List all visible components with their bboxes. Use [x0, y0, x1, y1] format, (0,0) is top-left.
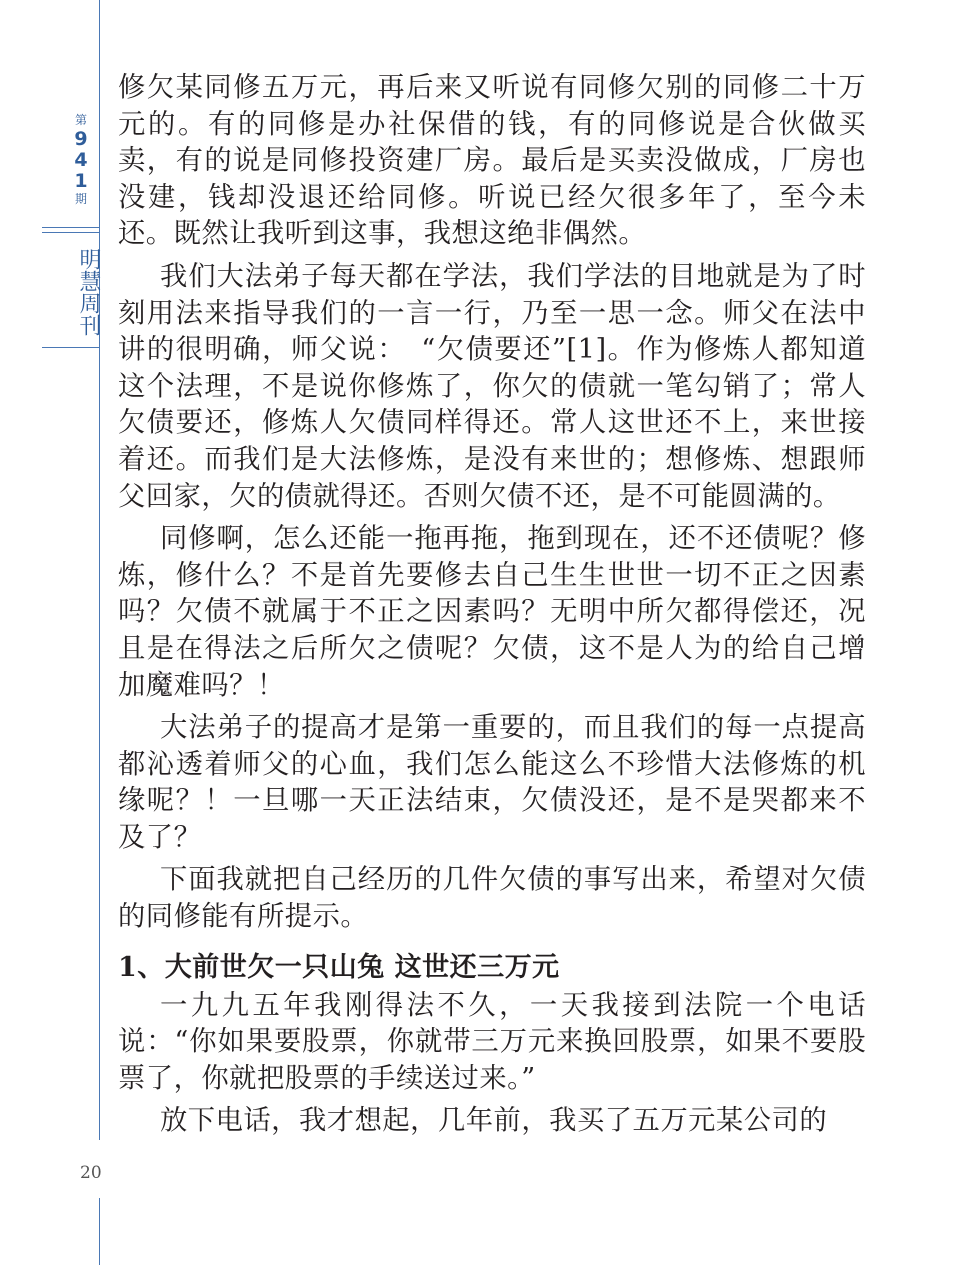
- issue-prefix: 第: [74, 113, 87, 127]
- sidebar-divider: [42, 232, 100, 233]
- issue-number: [62, 112, 100, 209]
- page-number: 20: [80, 1163, 102, 1183]
- body-paragraph: 放下电话，我才想起，几年前，我买了五万元某公司的: [160, 1105, 828, 1137]
- body-paragraph: 下面我就把自己经历的几件欠债的事写出来，希望对欠债的同修能有所提示。: [118, 864, 866, 933]
- margin-rule-lower: [99, 1198, 100, 1265]
- body-paragraph: 大法弟子的提高才是第一重要的，而且我们的每一点提高都沁透着师父的心血，我们怎么能这么不珍惜大法修炼的机缘呢？！一旦哪一天正法结束，欠债没还，是不是哭都来不及了？: [118, 712, 866, 853]
- article-body: [118, 70, 866, 1140]
- issue-digit: 9: [74, 128, 88, 150]
- body-paragraph: 同修啊，怎么还能一拖再拖，拖到现在，还不还债呢？修炼，修什么？不是首先要修去自己生生世世一切不正之因素吗？欠债不就属于不正之因素吗？无明中所欠都得偿还，况且是在得法之后所欠之债呢？欠债，这不是人为的给自己增加魔难吗？！: [118, 523, 866, 701]
- body-paragraph: 我们大法弟子每天都在学法，我们学法的目地就是为了时刻用法来指导我们的一言一行，乃至一思一念。师父在法中讲的很明确，师父说： “欠债要还”[1]。作为修炼人都知道这个法理，不是说你修炼了，你欠的债就一笔勾销了；常人欠债要还，修炼人欠债同样得还。常人这世还不上，来世接着还。而我们是大法修炼，是没有来世的；想修炼、想跟师父回家，欠的债就得还。否则欠债不还，是不可能圆满的。: [118, 260, 866, 512]
- sidebar-divider: [42, 227, 100, 228]
- issue-digit: 1: [74, 170, 88, 192]
- body-paragraph: 修欠某同修五万元，再后来又听说有同修欠别的同修二十万元的。有的同修是办社保借的钱，有的同修说是合伙做买卖，有的说是同修投资建厂房。最后是买卖没做成，厂房也没建，钱却没退还给同修。听说已经欠很多年了，至今未还。既然让我听到这事，我想这绝非偶然。: [118, 72, 866, 250]
- issue-digit: 4: [74, 149, 88, 171]
- publication-name: 明慧周刊: [76, 248, 101, 336]
- section-heading: 1、大前世欠一只山兔 这世还三万元: [118, 951, 560, 983]
- issue-suffix: 期: [74, 192, 87, 206]
- sidebar-divider: [42, 347, 100, 348]
- body-paragraph: 一九九五年我刚得法不久，一天我接到法院一个电话说：“你如果要股票，你就带三万元来换回股票，如果不要股票了，你就把股票的手续送过来。”: [118, 989, 866, 1094]
